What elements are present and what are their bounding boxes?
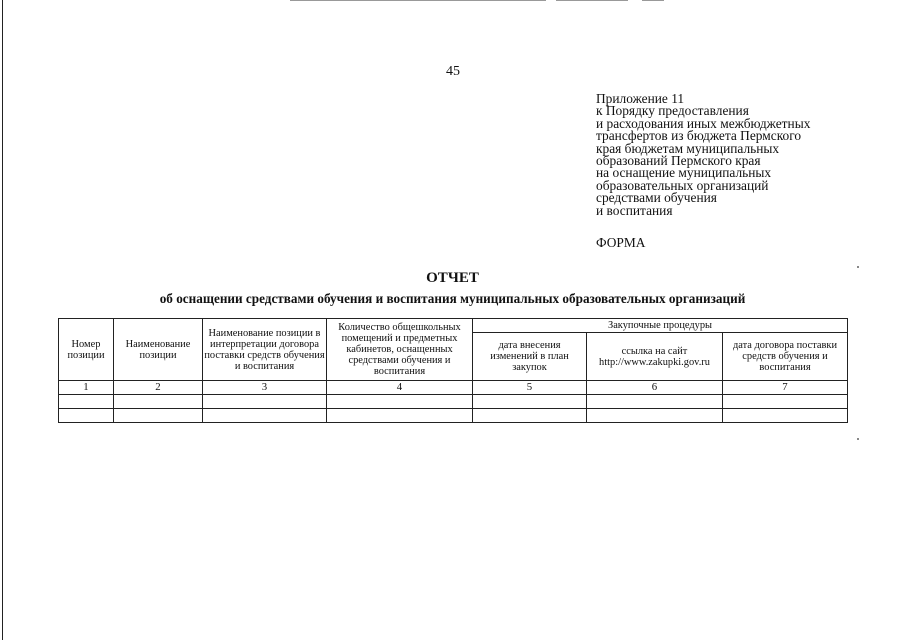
appendix-line: трансфертов из бюджета Пермского	[596, 128, 802, 144]
table-cell	[59, 395, 114, 409]
appendix-line: образовательных организаций	[596, 177, 769, 193]
report-table	[58, 318, 848, 423]
table-cell	[114, 395, 203, 409]
appendix-line: на оснащение муниципальных	[596, 165, 772, 181]
top-scan-rule	[556, 0, 628, 1]
header-procurement-group: Закупочные процедуры	[473, 319, 848, 333]
table-row	[59, 395, 848, 409]
header-rooms-count: Количество общешкольных помещений и предметных кабинетов, оснащенных средствами обучения и воспитания	[327, 319, 473, 381]
table-cell	[203, 395, 327, 409]
header-contract-date: дата договора поставки средств обучения и воспитания	[723, 333, 848, 381]
table-cell	[723, 395, 848, 409]
column-number: 7	[723, 381, 848, 395]
column-number: 2	[114, 381, 203, 395]
table-cell	[473, 409, 587, 423]
header-position-name: Наименование позиции	[114, 319, 203, 381]
top-scan-rule	[290, 0, 546, 1]
column-number: 1	[59, 381, 114, 395]
page-left-edge	[2, 0, 3, 640]
scan-speck	[857, 438, 859, 440]
report-subtitle: об оснащении средствами обучения и воспитания муниципальных образовательных организаций	[159, 291, 746, 306]
header-site-link: ссылка на сайт http://www.zakupki.gov.ru	[587, 333, 723, 381]
table-cell	[587, 409, 723, 423]
table-cell	[587, 395, 723, 409]
page-number: 45	[446, 64, 460, 79]
report-title: ОТЧЕТ	[426, 270, 479, 286]
appendix-line: и расходования иных межбюджетных	[596, 115, 811, 131]
table-cell	[473, 395, 587, 409]
table-cell	[203, 409, 327, 423]
table-cell	[59, 409, 114, 423]
header-contract-name: Наименование позиции в интерпретации договора поставки средств обучения и воспитания	[203, 319, 327, 381]
appendix-line: Приложение 11	[596, 91, 685, 106]
column-number-row	[59, 381, 848, 395]
appendix-line: и воспитания	[596, 202, 673, 218]
column-number: 3	[203, 381, 327, 395]
appendix-line: образований Пермского края	[596, 153, 761, 169]
header-position-number: Номер позиции	[59, 319, 114, 381]
table-cell	[723, 409, 848, 423]
appendix-line: к Порядку предоставления	[596, 103, 749, 119]
column-number: 5	[473, 381, 587, 395]
top-scan-rule	[642, 0, 664, 1]
table-cell	[327, 395, 473, 409]
table-row	[59, 409, 848, 423]
column-number: 4	[327, 381, 473, 395]
appendix-note	[596, 93, 866, 217]
appendix-line: края бюджетам муниципальных	[596, 140, 780, 156]
column-number: 6	[587, 381, 723, 395]
form-label: ФОРМА	[596, 235, 646, 250]
table-cell	[114, 409, 203, 423]
header-plan-change-date: дата внесения изменений в план закупок	[473, 333, 587, 381]
scan-speck	[857, 266, 859, 268]
table-cell	[327, 409, 473, 423]
appendix-line: средствами обучения	[596, 190, 717, 206]
